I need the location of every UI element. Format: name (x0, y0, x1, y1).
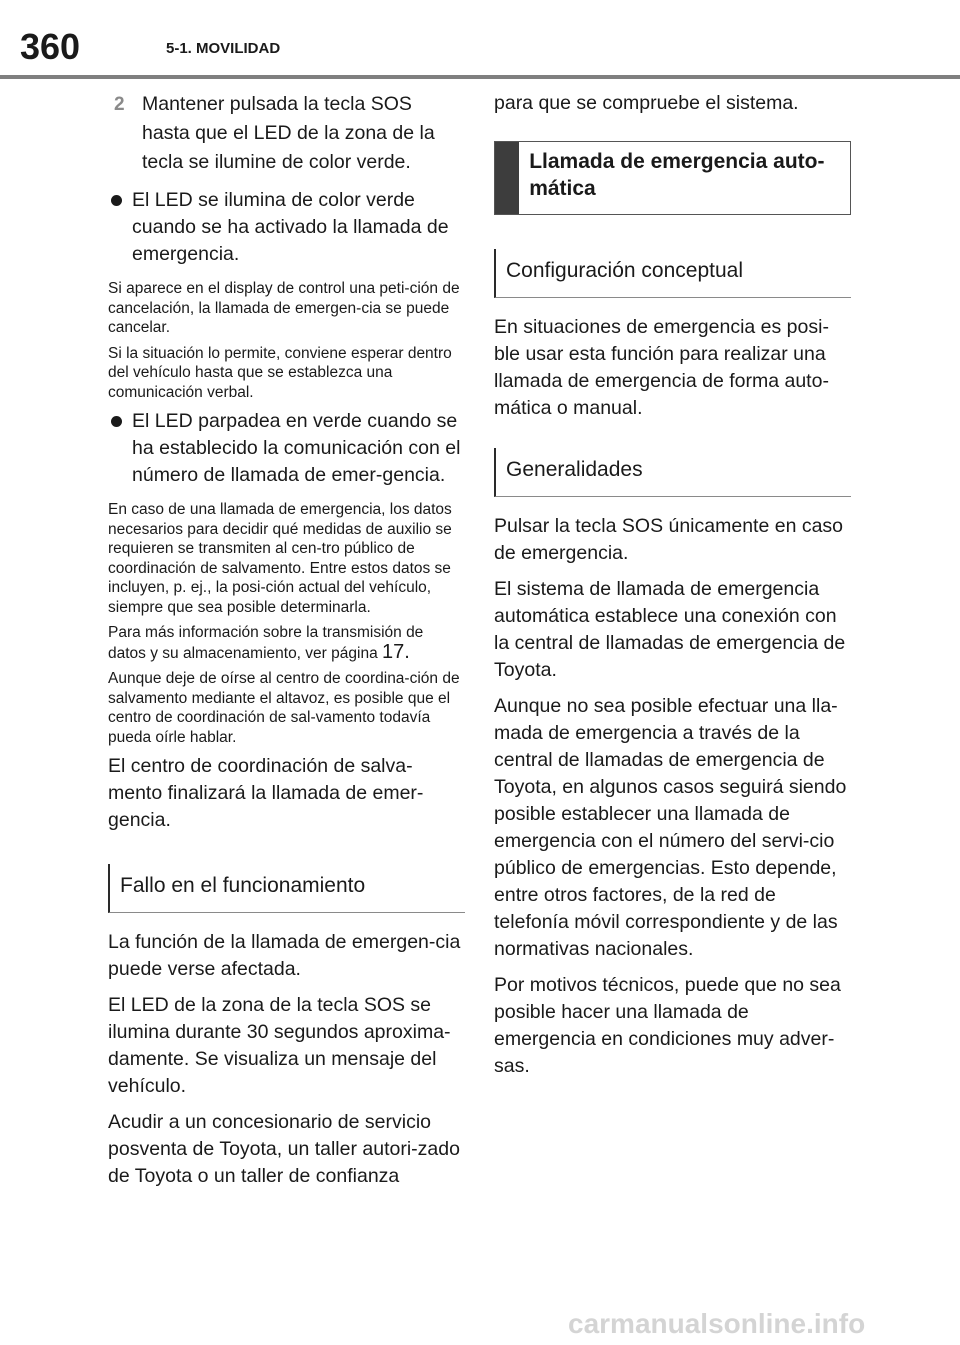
paragraph-public-service: Aunque no sea posible efectuar una lla-mada de emergencia a través de la central de llamadas de emergencia de Toyota, en algunos casos seguirá siendo posible establecer una llamada de emergencia con el número del servi-cio público de emergencias. Esto depende, entre otros factores, de la red de telefonía móvil correspondiente y de las normativas nacionales. (494, 695, 847, 960)
section-title: 5-1. MOVILIDAD (166, 40, 281, 57)
subheading-concept: Configuración conceptual (494, 249, 851, 298)
note-wait: Si la situación lo permite, conviene esperar dentro del vehículo hasta que se establezca una comunicación verbal. (108, 344, 452, 401)
paragraph-affected: La función de la llamada de emergen-cia puede verse afectada. (108, 931, 461, 980)
paragraph-concept: En situaciones de emergencia es posi-ble usar esta función para realizar una llamada de emergencia de forma auto-mática o manual. (494, 316, 829, 419)
paragraph-led-30s: El LED de la zona de la tecla SOS se ilumina durante 30 segundos aproxima-damente. Se visualiza un mensaje del vehículo. (108, 994, 451, 1097)
watermark: carmanualsonline.info (568, 1308, 866, 1339)
paragraph-technical: Por motivos técnicos, puede que no sea posible hacer una llamada de emergencia en condiciones muy adver-sas. (494, 974, 841, 1077)
note-cancel: Si aparece en el display de control una peti-ción de cancelación, la llamada de emergen-cia se puede cancelar. (108, 280, 460, 336)
section-heading-text: Llamada de emergencia auto-mática (529, 150, 825, 200)
note-data-transmission: En caso de una llamada de emergencia, los datos necesarios para decidir qué medidas de auxilio se requieren se transmiten al cen-tro público de coordinación de salvamento. Entre estos datos se incluyen, p. ej., la posi-ción actual del vehículo, siempre que sea posible determinarla. (108, 501, 452, 616)
bullet-icon (111, 195, 122, 206)
step-number: 2 (114, 94, 125, 115)
section-heading-auto-call (494, 141, 851, 215)
page-number: 360 (20, 26, 81, 67)
note-more-info-text: Para más información sobre la transmisión de datos y su almacenamiento, ver página (108, 624, 424, 662)
page-header (0, 0, 960, 80)
bullet-led-blink (108, 408, 463, 489)
subheading-malfunction: Fallo en el funcionamiento (108, 864, 465, 913)
paragraph-press-sos: Pulsar la tecla SOS únicamente en caso de emergencia. (494, 515, 844, 564)
bullet-text: El LED parpadea en verde cuando se ha establecido la comunicación con el número de llamada de emer-gencia. (132, 410, 461, 486)
bullet-icon (111, 416, 122, 427)
paragraph-connection: El sistema de llamada de emergencia automática establece una conexión con la central de llamadas de emergencia de Toyota. (494, 578, 846, 681)
heading-bar (495, 142, 519, 214)
left-column (108, 90, 463, 1199)
paragraph-check-system: para que se compruebe el sistema. (494, 92, 799, 114)
bullet-led-green (108, 187, 463, 268)
page-reference-link[interactable]: 17. (382, 640, 410, 663)
right-column (494, 90, 851, 1089)
note-speaker: Aunque deje de oírse al centro de coordina-ción de salvamento mediante el altavoz, es posible que el centro de coordinación de sal-vamento todavía pueda oírle hablar. (108, 670, 460, 746)
paragraph-end-call: El centro de coordinación de salva-mento finalizará la llamada de emer-gencia. (108, 755, 424, 831)
header-divider (0, 75, 960, 79)
bullet-text: El LED se ilumina de color verde cuando se ha activado la llamada de emergencia. (132, 189, 449, 265)
note-more-info (108, 623, 463, 663)
step-text: Mantener pulsada la tecla SOS hasta que el LED de la zona de la tecla se ilumine de color verde. (142, 93, 435, 173)
paragraph-dealer: Acudir a un concesionario de servicio posventa de Toyota, un taller autori-zado de Toyota o un taller de confianza (108, 1111, 460, 1187)
step-2 (108, 90, 463, 177)
subheading-general: Generalidades (494, 448, 851, 497)
